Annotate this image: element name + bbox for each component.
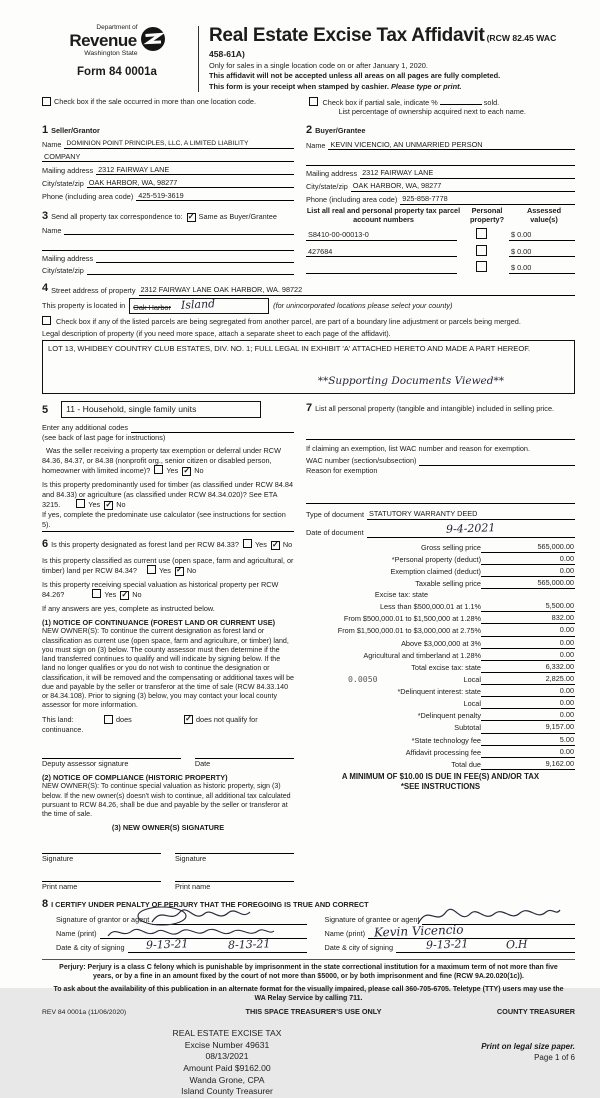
treasurer-use-label: THIS SPACE TREASURER'S USE ONLY — [245, 1007, 382, 1017]
form-header — [42, 24, 575, 92]
personal-property-checkbox[interactable] — [476, 228, 487, 239]
delinquent-interest-local-value[interactable]: 0.00 — [515, 697, 575, 709]
parcel-number-field[interactable] — [306, 264, 457, 274]
correspondence-mailing-field[interactable] — [96, 254, 294, 263]
question-timber-agriculture: Is this property predominantly used for timber (as classified under RCW 84.84 and 84.33) or agriculture (as classified under RCW 84.34.020)? See ETA 3215. Yes ✓ No If yes, complete the predominate use calculator (see instructions for section 5). — [42, 480, 294, 532]
personal-property-checkbox[interactable] — [476, 261, 487, 272]
header-note-3: This form is your receipt when stamped by cashier. Please type or print. — [209, 82, 462, 92]
grantor-print-name-field[interactable] — [100, 929, 307, 939]
correspondence-name-field[interactable] — [64, 226, 294, 235]
certify-statement: I CERTIFY UNDER PENALTY OF PERJURY THAT THE FOREGOING IS TRUE AND CORRECT — [51, 899, 369, 909]
property-street-address-field[interactable]: 2312 FAIRWAY LANE OAK HARBOR, WA. 98722 — [139, 285, 576, 295]
legal-description-text: LOT 13, WHIDBEY COUNTRY CLUB ESTATES, DIV. NO. 1; FULL LEGAL IN EXHIBIT 'A' ATTACHED HERETO AND MADE A PART HEREOF. — [48, 344, 531, 354]
buyer-citystatezip-field[interactable]: OAK HARBOR, WA, 98277 — [351, 181, 575, 191]
does-not-checkbox[interactable] — [184, 715, 193, 724]
question-exemption-deferral: Was the seller receiving a property tax exemption or deferral under RCW 84.36, 84.37, or 84.38 (nonprofit org., senior citizen or disabled person, homeowner with limited income)? Yes ✓ No — [42, 446, 294, 476]
yes-checkbox[interactable] — [76, 499, 85, 508]
local-tax-value[interactable]: 2,825.00 — [515, 673, 575, 685]
question-current-use: Is this property classified as current use (open space, farm and agricultural, or timber) land per RCW 84.34? Yes ✓ No — [42, 556, 294, 576]
personal-property-col-header: Personal property? — [469, 205, 505, 224]
header-note-1: Only for sales in a single location code on or after January 1, 2020. — [209, 60, 428, 70]
document-date-field[interactable]: 9-4-2021 — [367, 522, 575, 537]
partial-sale-note: List percentage of ownership acquired next to each name. — [338, 107, 526, 117]
partial-sale-percent-field[interactable] — [440, 97, 482, 105]
no-checkbox[interactable] — [120, 591, 129, 600]
new-owners-signature-title: (3) NEW OWNER(S) SIGNATURE — [111, 823, 225, 833]
seller-phone-field[interactable]: 425-519-3619 — [136, 191, 294, 201]
header-divider — [198, 26, 199, 92]
yes-checkbox[interactable] — [92, 589, 101, 598]
deputy-date-line[interactable] — [195, 748, 294, 759]
legal-description-box[interactable] — [42, 340, 575, 394]
county-note: (for unincorporated locations please select your county) — [273, 300, 453, 310]
buyer-name-field-2[interactable] — [306, 157, 575, 166]
seller-name-field-2[interactable]: COMPANY — [42, 152, 294, 162]
no-checkbox[interactable] — [271, 541, 280, 550]
land-qualify-row: This land: does ✓ does not qualify for — [42, 715, 294, 724]
buyer-name-field[interactable]: KEVIN VICENCIO, AN UNMARRIED PERSON — [328, 140, 575, 150]
footer-row — [42, 1007, 575, 1018]
correspondence-citystatezip-field[interactable] — [87, 266, 294, 275]
total-due-value[interactable]: 9,162.00 — [515, 758, 575, 770]
wac-number-field[interactable] — [419, 457, 575, 466]
reet-affidavit-page: Department of Revenue Washington State Form 84 0001a Real Estate Excise Tax Affidavit (RCW 82.45 WAC 458-61A) Only for sales in a single location code on or after January 1, 2020. This affidavit will not be accepted unless all areas on all pages are fully completed. This form is your receipt when stamped by cashier. Please type or print. Check box if the sale occurred in more than one location code. Check box if partial sale, indicate % sold. List percentage of ownership acquired next to each name. 1 Seller/Grantor Name DOMINION POINT PRINCIPLES, LLC, A LIMITED LIABILITY COMPANY Mailing address 2312 FAIRWAY LANE City/state/zip OAK HARBOR, WA, 98277 Phone (including area code) 425-519-3619 3 Send all property tax correspondence to: ✓ Same as Buyer/Grantee Name Mailing address City/state/zip 2 Buyer/Grantee Name KEVIN VICENCIO, AN UNMARRIED PERSON Mailing address 2312 FAIRWAY LANE City/state/zip OAK HARBOR, WA, 98277 Phone (including area code) 925-858-7778 List all real and personal property tax parcel account numbers Personal property? Assessed value(s) S8410-00-00013-0 $ 0.00 427684 $ 0.00 $ 0.00 4 Street address of property 2312 FAIRWAY LANE OAK HARBOR, WA. 98722 This property is located in Oak Harbor Island (for unincorporated locations please select your county) Check box if any of the listed parcels are being segregated from another parcel, are part of a boundary line adjustment or parcels being merged. Legal description of property (if you need more space, attach a separate sheet to each page of the affidavit). LOT 13, WHIDBEY COUNTRY CLUB ESTATES, DIV. NO. 1; FULL LEGAL IN EXHIBIT 'A' ATTACHED HERETO AND MADE A PART HEREOF. **Supporting Documents Viewed** 5 11 - Household, single family units Enter any additional codes (see back of last page for instructions) Was the seller receiving a property tax exemption or deferral under RCW 84.36, 84.37, or 84.38 (nonprofit org., senior citizen or disabled person, homeowner with limited income)? Yes ✓ No Is this property predominantly used for timber (as classified under RCW 84.84 and 84.33) or agriculture (as classified under RCW 84.34.020)? See ETA 3215. Yes ✓ No If yes, complete the predominate use calculator (see instructions for section 5). 6 Is this property designated as forest land per RCW 84.33? Yes✓ No Is this property classified as current use (open space, farm and agricultural, or timber) land per RCW 84.34? Yes ✓ No Is this property receiving special valuation as historical property per RCW 84.26? Yes ✓ No If any answers are yes, complete as instructed below. (1) NOTICE OF CONTINUANCE (FOREST LAND OR CURRENT USE) NEW OWNER(S): To continue the current designation as forest land or classification as current use (open space, farm and agriculture, or timber) land, you must sign on (3) below. The county assessor must then determine if the land transferred continues to qualify and will indicate by signing below. If the land no longer qualifies or you do not wish to continue the designation or classification, it will be removed and the compensating or additional taxes will be due and payable by the seller or transferor at the time of sale (RCW 84.33.140 or 84.34.108). Prior to signing (3) below, you may contact your local county assessor for more information. This land: does ✓ does not qualify for continuance. Deputy assessor signature Date (2) NOTICE OF COMPLIANCE (HISTORIC PROPERTY) NEW OWNER(S): To continue special valuation as historic property, sign (3) below. If the new owner(s) doesn't wish to continue, all additional tax calculated pursuant to RCW 84.26, shall be due and payable by the seller or transferor at the time of sale. (3) NEW OWNER(S) SIGNATURE Signature Signature Print name Print name 7 List all personal property (tangible and intangible) included in selling price. If claiming an exemption, list WAC number and reason for exemption. WAC number (section/subsection) Reason for exemption Type of document STATUTORY WARRANTY DEED Date of document 9-4-2021 Gross selling price 565,000.00 *Personal property (deduct) 0.00 Exemption claimed (deduct) 0.00 Taxable selling price 565,000.00 Excise tax: state Less than $500,000.01 at 1.1% 5,500.00 From $500,000.01 to $1,500,000 at 1.28% 832.00 From $1,500,000.01 to $3,000,000 at 2.75% 0.00 Above $3,000,000 at 3% 0.00 Agricultural and timberland at 1.28% 0.00 Total excise tax: state 6,332.00 0.0050 Local 2,825.00 *Delinquent interest: state 0.00 Local 0.00 *Delinquent penalty 0.00 Subtotal 9,157.00 *State technology fee 5.00 Affidavit processing fee 0.00 Total due 9,162.00 A MINIMUM OF $10.00 IS DUE IN FEE(S) AND/OR TAX *SEE INSTRUCTIONS 8 I CERTIFY UNDER PENALTY OF PERJURY THAT THE FOREGOING IS TRUE AND CORRECT Signature of grantor or agent Name (print) Date & city of signing 9-13-21 8-13-21 Signature of grantee or agent Name (print) Kevin Vicencio Date & city of signing 9-13-21 O.H Perjury: Perjury is a class C felony which is punishable by imprisonment in the state correctional institution for a maximum term of not more than five years, or by a fine in an amount fixed by the court of not more than $5000, or by both imprisonment and fine (RCW 9A.20.020(1c)). To ask about the availability of this publication in an alternate format for the visually impaired, please call 360-705-6705. Teletype (TTY) users may use the WA Relay Service by calling 711. REV 84 0001a (11/06/2020) THIS SPACE TREASURER'S USE ONLY COUNTY TREASURER REAL ESTATE EXCISE TAX Excise Number 49631 08/13/2021 Amount Paid $9162.00 Wanda Grone, CPA Island County Treasurer Print on legal size paper. Page 1 of 6 — [0, 0, 600, 988]
affidavit-processing-fee-value[interactable]: 0.00 — [515, 746, 575, 758]
no-checkbox[interactable] — [104, 501, 113, 510]
section-4: 4 Street address of property 2312 FAIRWAY LANE OAK HARBOR, WA. 98722 This property is located in Oak Harbor Island (for unincorporated locations please select your county) Check box if any of the listed parcels are being segregated from another parcel, are part of a boundary line adjustment or parcels being merged. Legal description of property (if you need more space, attach a separate sheet to each page of the affidavit). LOT 13, WHIDBEY COUNTRY CLUB ESTATES, DIV. NO. 1; FULL LEGAL IN EXHIBIT 'A' ATTACHED HERETO AND MADE A PART HEREOF. **Supporting Documents Viewed** — [42, 281, 575, 394]
yes-checkbox[interactable] — [154, 465, 163, 474]
segregated-checkbox[interactable] — [42, 316, 51, 325]
parcel-row — [306, 228, 575, 240]
assessed-value-field[interactable]: $ 0.00 — [509, 247, 575, 257]
legal-description-label: Legal description of property (if you need more space, attach a separate sheet to each page of the affidavit). — [42, 328, 391, 338]
same-as-buyer-checkbox[interactable] — [187, 213, 196, 222]
state-technology-fee-value[interactable]: 5.00 — [515, 734, 575, 746]
parcel-table — [306, 207, 575, 274]
assessed-value-field[interactable]: $ 0.00 — [509, 230, 575, 240]
segregated-label: Check box if any of the listed parcels are being segregated from another parcel, are part of a boundary line adjustment or parcels being merged. — [56, 317, 521, 327]
total-excise-tax-state-value[interactable]: 6,332.00 — [515, 661, 575, 673]
multi-location-label: Check box if the sale occurred in more than one location code. — [54, 96, 256, 106]
no-checkbox[interactable] — [182, 467, 191, 476]
personal-property-checkbox[interactable] — [476, 245, 487, 256]
dept-of-line: Department of — [96, 24, 138, 31]
buyer-mailing-field[interactable]: 2312 FAIRWAY LANE — [360, 168, 575, 178]
if-yes-note: If any answers are yes, complete as instructed below. — [42, 604, 215, 614]
yes-checkbox[interactable] — [243, 539, 252, 548]
taxable-selling-price-value[interactable]: 565,000.00 — [515, 577, 575, 589]
reason-for-exemption-field[interactable] — [306, 475, 575, 504]
section-8: 8 I CERTIFY UNDER PENALTY OF PERJURY THAT THE FOREGOING IS TRUE AND CORRECT Signature of grantor or agent Name (print) Date & city of signing 9-13-21 8-13-21 Signature of grantee or agent Name (print) Kevin Vicencio Date & city of signing 9-13-21 O.H — [42, 897, 575, 953]
new-owner-print-name-line[interactable] — [42, 871, 161, 882]
personal-property-list-field[interactable] — [306, 415, 575, 440]
see-instructions-note: *SEE INSTRUCTIONS — [400, 781, 481, 791]
perjury-text: Perjury: Perjury is a class C felony which is punishable by imprisonment in the state correctional institution for a maximum term of not more than five years, or by a fine in an amount fixed by the court of not more than $5000, or by both imprisonment and fine (RCW 9A.20.020(1c)). — [59, 963, 558, 981]
question-historical: Is this property receiving special valuation as historical property per RCW 84.26? Yes ✓ No — [42, 580, 294, 600]
tier3-tax-value[interactable]: 0.00 — [515, 624, 575, 636]
tier2-tax-value[interactable]: 832.00 — [515, 612, 575, 624]
personal-property-deduct-value[interactable]: 0.00 — [515, 553, 575, 565]
treasurer-stamp: REAL ESTATE EXCISE TAX Excise Number 49631 08/13/2021 Amount Paid $9162.00 Wanda Grone, CPA Island County Treasurer — [172, 1028, 282, 1097]
reason-for-exemption-label: Reason for exemption — [306, 465, 378, 475]
assessed-value-col-header: Assessed value(s) — [526, 205, 562, 224]
header-note-2: This affidavit will not be accepted unless all areas on all pages are fully completed. — [209, 71, 501, 81]
local-rate-value: 0.0050 — [348, 673, 378, 684]
notice-compliance-title: (2) NOTICE OF COMPLIANCE (HISTORIC PROPERTY) — [42, 772, 228, 782]
county-treasurer-label: COUNTY TREASURER — [496, 1007, 575, 1017]
section-1-heading: 1 Seller/Grantor — [42, 123, 100, 136]
tier1-tax-value[interactable]: 5,500.00 — [515, 600, 575, 612]
page-title: Real Estate Excise Tax Affidavit — [209, 25, 485, 46]
section-7-heading: 7 List all personal property (tangible and intangible) included in selling price. — [306, 402, 555, 415]
washington-state-label: Washington State — [84, 50, 138, 58]
parcel-row — [306, 261, 575, 273]
perjury-notice — [42, 959, 575, 1003]
rev-number: REV 84 0001a (11/06/2020) — [42, 1009, 127, 1017]
seller-name-field[interactable]: DOMINION POINT PRINCIPLES, LLC, A LIMITED LIABILITY — [64, 140, 294, 150]
see-back-note: (see back of last page for instructions) — [42, 432, 166, 442]
grantee-print-name-field[interactable]: Kevin Vicencio — [368, 929, 575, 939]
notice-continuance-text: NEW OWNER(S): To continue the current designation as forest land or classification as current use (open space, farm and agriculture, or timber) land, you must sign on (3) below. The county assessor must then determine if the land transferred continues to qualify and will indicate by signing below. If the land no longer qualifies or you do not wish to continue the designation or classification, it will be removed and the compensating or additional taxes will be due and payable by the seller or transferor at the time of sale (RCW 84.33.140 or 84.34.108). Prior to signing (3) below, you may contact your local county assessor for more information. — [42, 627, 294, 710]
county-field[interactable] — [129, 298, 269, 314]
partial-sale-label: Check box if partial sale, indicate % — [322, 97, 438, 107]
dor-logo-icon — [140, 26, 166, 52]
no-checkbox[interactable] — [175, 567, 184, 576]
does-checkbox[interactable] — [104, 715, 113, 724]
land-use-code-select[interactable]: 11 - Household, single family units — [61, 401, 261, 418]
rcw-reference: (RCW 82.45 WAC 458-61A) — [209, 33, 557, 59]
print-note: Print on legal size paper. Page 1 of 6 — [481, 1042, 575, 1062]
form-number: Form 84 0001a — [77, 66, 157, 79]
assessed-value-field[interactable]: $ 0.00 — [509, 263, 575, 273]
county-printed-strikethrough: Oak Harbor — [133, 303, 171, 313]
parcel-number-field[interactable]: S8410-00-00013-0 — [306, 230, 457, 240]
notice-continuance-title: (1) NOTICE OF CONTINUANCE (FOREST LAND OR CURRENT USE) — [42, 617, 276, 627]
exemption-note: If claiming an exemption, list WAC number and reason for exemption. — [306, 444, 531, 454]
partial-sale-checkbox[interactable] — [309, 97, 318, 106]
new-owner-signature-line[interactable] — [42, 843, 161, 854]
exemption-claimed-value[interactable]: 0.00 — [515, 565, 575, 577]
deputy-assessor-signature-line[interactable] — [42, 748, 181, 759]
delinquent-interest-state-value[interactable]: 0.00 — [515, 685, 575, 697]
yes-checkbox[interactable] — [147, 565, 156, 574]
revenue-brand: Revenue — [69, 31, 137, 51]
additional-codes-field[interactable] — [131, 424, 294, 433]
section-5-number: 5 — [42, 403, 49, 416]
multi-location-checkbox[interactable] — [42, 97, 51, 106]
document-type-field[interactable]: STATUTORY WARRANTY DEED — [367, 509, 575, 519]
parcel-row — [306, 245, 575, 257]
correspondence-name-field-2[interactable] — [42, 242, 294, 251]
minimum-due-note: A MINIMUM OF $10.00 IS DUE IN FEE(S) AND/OR TAX — [341, 771, 540, 781]
subtotal-value[interactable]: 9,157.00 — [515, 721, 575, 733]
notice-compliance-text: NEW OWNER(S): To continue special valuation as historic property, sign (3) below. If the new owner(s) doesn't wish to continue, all additional tax calculated pursuant to RCW 84.26, shall be due and payable by the seller or transferor at the time of sale. — [42, 782, 291, 818]
new-owner-print-name-line[interactable] — [175, 871, 294, 882]
agricultural-timberland-value[interactable]: 0.00 — [515, 649, 575, 661]
parcel-number-field[interactable]: 427684 — [306, 247, 457, 257]
seller-mailing-field[interactable]: 2312 FAIRWAY LANE — [96, 165, 294, 175]
tier4-tax-value[interactable]: 0.00 — [515, 637, 575, 649]
parcel-col-header: List all real and personal property tax parcel account numbers — [306, 205, 461, 224]
excise-tax-table: Gross selling price 565,000.00 *Personal property (deduct) 0.00 Exemption claimed (deduct) 0.00 Taxable selling price 565,000.00 Excise tax: state Less than $500,000.01 at 1.1% 5,500.00 From $500,000.01 to $1,500,000 at 1.28% 832.00 From $1,500,000.01 to $3,000,000 at 2.75% 0.00 Above $3,000,000 at 3% 0.00 Agricultural and timberland at 1.28% 0.00 Total excise tax: state 6,332.00 0.0050 Local 2,825.00 *Delinquent interest: state 0.00 Local 0.00 *Delinquent penalty 0.00 Subtotal 9,157.00 *State technology fee 5.00 Affidavit processing fee 0.00 Total due 9,162.00 — [306, 541, 575, 770]
section-2-heading: 2 Buyer/Grantee — [306, 123, 366, 136]
section-3-heading: 3 Send all property tax correspondence to: ✓ Same as Buyer/Grantee — [42, 209, 294, 223]
new-owner-signature-line[interactable] — [175, 843, 294, 854]
county-handwritten: Island — [180, 297, 216, 313]
excise-tax-state-header: Excise tax: state — [374, 590, 429, 599]
location-options-row: Check box if the sale occurred in more than one location code. Check box if partial sale, indicate % sold. List percentage of ownership acquired next to each name. — [42, 97, 575, 117]
grantee-date-city-field[interactable]: 9-13-21 O.H — [396, 943, 575, 953]
delinquent-penalty-value[interactable]: 0.00 — [515, 709, 575, 721]
buyer-phone-field[interactable]: 925-858-7778 — [400, 194, 575, 204]
alternate-format-text: To ask about the availability of this publication in an alternate format for the visually impaired, please call 360-705-6705. Teletype (TTY) users may use the WA Relay Service by calling 711. — [53, 986, 564, 1003]
question-forest-land: 6 Is this property designated as forest land per RCW 84.33? Yes✓ No — [42, 537, 294, 551]
seller-citystatezip-field[interactable]: OAK HARBOR, WA, 98277 — [87, 178, 294, 188]
grantor-date-city-field[interactable]: 9-13-21 8-13-21 — [128, 943, 307, 953]
gross-selling-price-value[interactable]: 565,000.00 — [515, 541, 575, 553]
supporting-documents-stamp: **Supporting Documents Viewed** — [317, 374, 504, 387]
